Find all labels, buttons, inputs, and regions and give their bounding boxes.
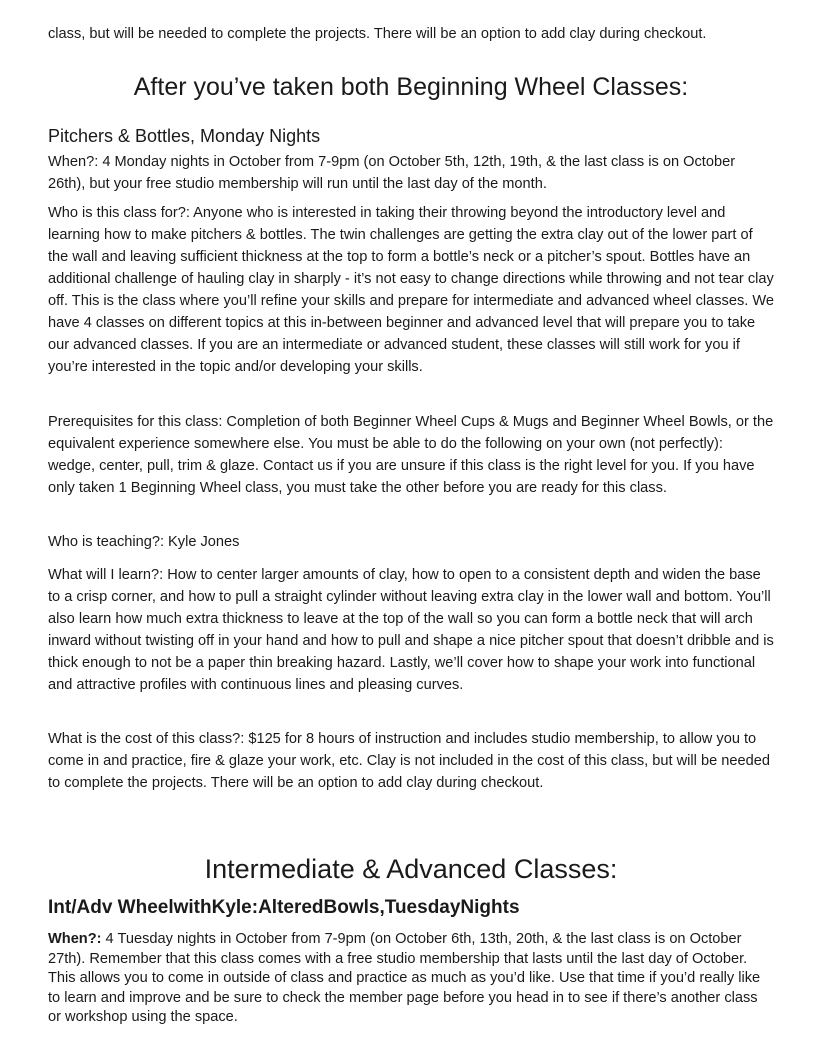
prerequisites-paragraph: Prerequisites for this class: Completion of both Beginner Wheel Cups & Mugs and Beginner Wheel Bowls, or the equivalent experience somewhere else. You must be able to do the following on your own (not perfectly): wedge, center, pull, trim & glaze. Contact us if you are unsure if this class is the right level for you. If you have only taken 1 Beginning Wheel class, you must take the other before you are ready for this class. — [48, 414, 774, 496]
when-paragraph: When?: 4 Monday nights in October from 7-9pm (on October 5th, 12th, 19th, & the last class is on October 26th), but your free studio membership will run until the last day of the month. — [48, 154, 736, 192]
what-learn-paragraph: What will I learn?: How to center larger amounts of clay, how to open to a consistent depth and widen the base to a crisp corner, and how to pull a straight cylinder without leaving extra clay in the lower wall and bottom. You’ll also learn how much extra thickness to leave at the top of the wall so you can form a bottle neck that will arch inward without twisting off in your hand and how to pull and shape a nice pitcher spout that doesn’t dribble and is thick enough to not be a paper thin breaking hazard. Lastly, we’ll cover how to shape your work into functional and attractive profiles with continuous lines and pleasing curves. — [48, 567, 774, 693]
top-fragment-paragraph: class, but will be needed to complete the projects. There will be an option to add clay during checkout. — [48, 26, 707, 42]
section-heading-after-beginning: After you’ve taken both Beginning Wheel Classes: — [133, 73, 689, 101]
who-for-paragraph: Who is this class for?: Anyone who is interested in taking their throwing beyond the introductory level and learning how to make pitchers & bottles. The twin challenges are getting the extra clay out of the lower part of the wall and leaving sufficient thickness at the top to form a bottle’s neck or a pitcher’s spout. Bottles have an additional challenge of hauling clay in sharply - it’s not easy to change directions while throwing and not tear clay off. This is the class where you’ll refine your skills and prepare for intermediate and advanced wheel classes. We have 4 classes on different topics at this in-between beginner and advanced level that will prepare you to take our advanced classes. If you are an intermediate or advanced student, these classes will still work for you if you’re interested in the topic and/or developing your skills. — [48, 205, 775, 375]
cost-paragraph: What is the cost of this class?: $125 for 8 hours of instruction and includes studio membership, to allow you to come in and practice, fire & glaze your work, etc. Clay is not included in the cost of this class, but will be needed to complete the projects. There will be an option to add clay during checkout. — [48, 731, 770, 791]
when-text: 4 Tuesday nights in October from 7-9pm (on October 6th, 13th, 20th, & the last class is on October 27th). Remember that this class comes with a free studio membership that lasts until the last day of October. This allows you to come in outside of class and practice as much as you’d like. Use that time if you’d really like to learn and improve and be sure to check the member page before you head in to see if there’s another class or workshop using the space. — [48, 931, 761, 1025]
course-title-pitchers-bottles: Pitchers & Bottles, Monday Nights — [48, 126, 321, 146]
when-label: When?: — [48, 931, 102, 947]
who-teaching-paragraph: Who is teaching?: Kyle Jones — [48, 534, 240, 550]
course-title-altered-bowls: Int/Adv WheelwithKyle:AlteredBowls,TuesdayNights — [48, 897, 520, 918]
section-heading-intermediate-advanced: Intermediate & Advanced Classes: — [204, 854, 618, 884]
when-paragraph-altered-bowls — [48, 930, 774, 1028]
